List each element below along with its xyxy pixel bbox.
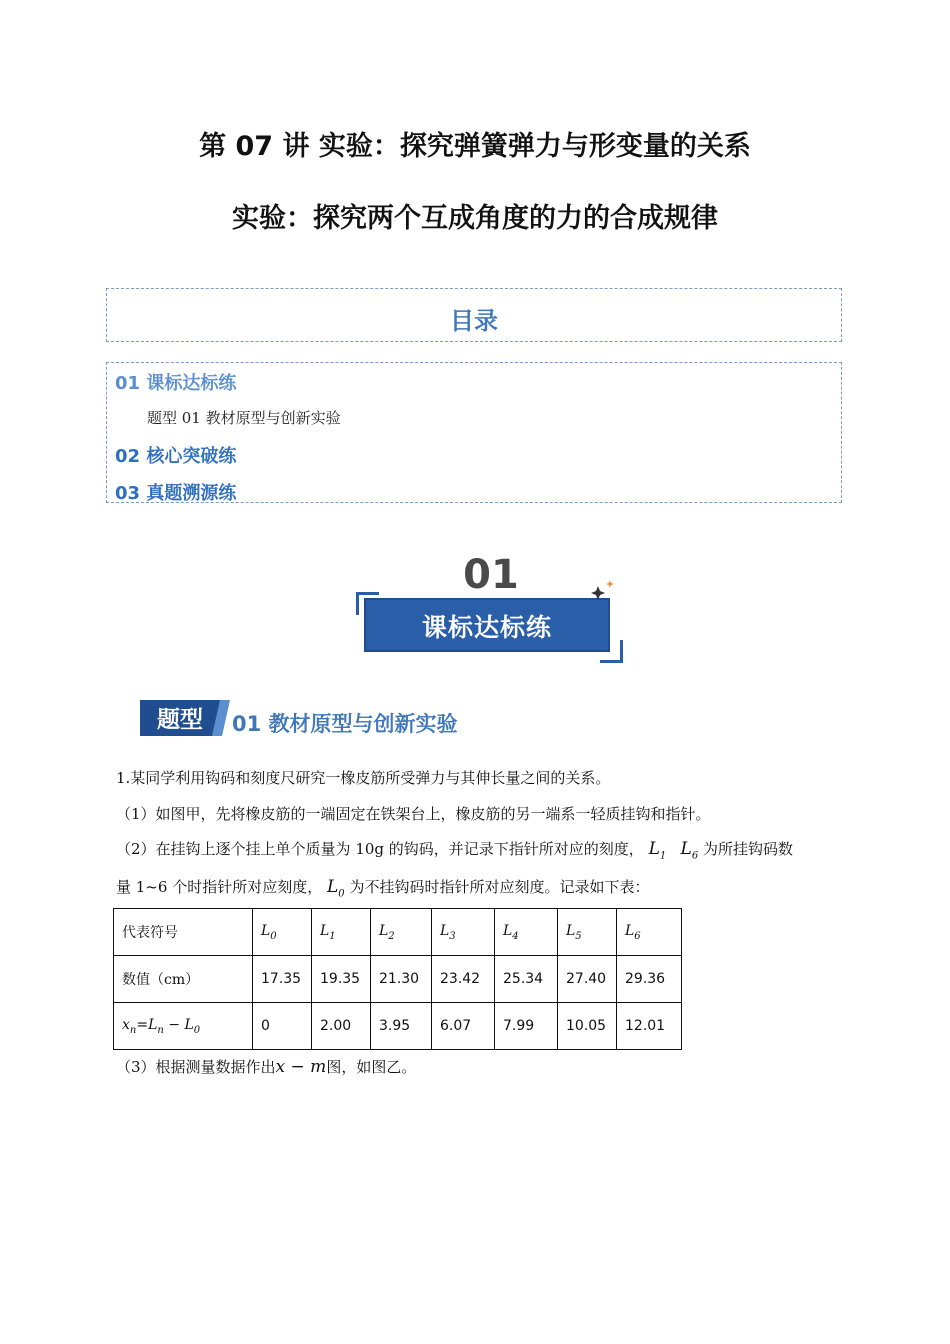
table-cell: 6.07 [432, 1003, 495, 1050]
table-cell: $L_5$ [558, 909, 617, 956]
problem-step-2-line1 [116, 838, 793, 861]
table-cell: $L_2$ [371, 909, 432, 956]
measurement-table [113, 908, 682, 1050]
table-cell: 10.05 [558, 1003, 617, 1050]
symbol-l6: $L_6$ [680, 839, 699, 862]
step2-text-d: 为不挂钩码时指针所对应刻度。记录如下表： [349, 878, 650, 896]
page-subtitle: 实验：探究两个互成角度的力的合成规律 [232, 203, 718, 234]
toc-sub-item[interactable]: 题型 01 教材原型与创新实验 [147, 409, 341, 427]
section-banner [356, 552, 626, 664]
symbol-l1: $L_1$ [648, 839, 667, 862]
table-cell: 27.40 [558, 956, 617, 1003]
table-cell: $x_n=L_n - L_0$ [114, 1003, 253, 1050]
banner-label: 课标达标练 [421, 613, 552, 642]
problem-intro: 1.某同学利用钩码和刻度尺研究一橡皮筋所受弹力与其伸长量之间的关系。 [116, 769, 611, 787]
toc-heading: 目录 [450, 307, 498, 335]
problem-step-3 [116, 1056, 416, 1077]
table-cell: 0 [253, 1003, 312, 1050]
toc-section-3[interactable]: 03 真题溯源练 [115, 483, 237, 504]
table-cell: 7.99 [495, 1003, 558, 1050]
table-cell: 21.30 [371, 956, 432, 1003]
banner-box [364, 598, 610, 652]
step2-text-a: （2）在挂钩上逐个挂上单个质量为 10g 的钩码，并记录下指针所对应的刻度， [116, 840, 644, 858]
page-title: 第 07 讲 实验：探究弹簧弹力与形变量的关系 [199, 131, 751, 162]
step2-text-b: 为所挂钩码数 [703, 840, 794, 858]
problem-step-1: （1）如图甲，先将橡皮筋的一端固定在铁架台上，橡皮筋的另一端系一轻质挂钩和指针。 [116, 805, 711, 823]
toc-heading-box [106, 288, 842, 342]
step3-text-a: （3）根据测量数据作出 [116, 1058, 276, 1076]
table-cell: 29.36 [617, 956, 682, 1003]
table-cell: $L_4$ [495, 909, 558, 956]
table-cell: $L_1$ [312, 909, 371, 956]
table-cell: 3.95 [371, 1003, 432, 1050]
type-badge-icon [140, 698, 230, 738]
table-row [114, 1003, 682, 1050]
table-row [114, 909, 682, 956]
step3-text-b: 图，如图乙。 [326, 1058, 417, 1076]
step2-text-c: 量 1~6 个时指针所对应刻度， [116, 878, 323, 896]
symbol-l0: $L_0$ [326, 877, 345, 900]
table-cell: 数值（cm） [114, 956, 253, 1003]
toc-section-1[interactable]: 01 课标达标练 [115, 373, 237, 394]
problem-step-2-line2 [116, 876, 649, 899]
table-cell: 2.00 [312, 1003, 371, 1050]
table-cell: 23.42 [432, 956, 495, 1003]
symbol-x-m: x − m [275, 1057, 327, 1077]
table-cell: $L_0$ [253, 909, 312, 956]
type-badge-label: 题型 [157, 706, 203, 733]
table-cell: 17.35 [253, 956, 312, 1003]
table-cell: $L_3$ [432, 909, 495, 956]
table-cell: $L_6$ [617, 909, 682, 956]
banner-number: 01 [463, 552, 519, 598]
toc-section-2[interactable]: 02 核心突破练 [115, 446, 237, 467]
table-cell: 代表符号 [114, 909, 253, 956]
toc-list [106, 362, 842, 503]
table-cell: 19.35 [312, 956, 371, 1003]
table-cell: 12.01 [617, 1003, 682, 1050]
table-cell: 25.34 [495, 956, 558, 1003]
type-title: 01 教材原型与创新实验 [232, 712, 458, 736]
sparkle-icon [590, 580, 618, 602]
table-row [114, 956, 682, 1003]
